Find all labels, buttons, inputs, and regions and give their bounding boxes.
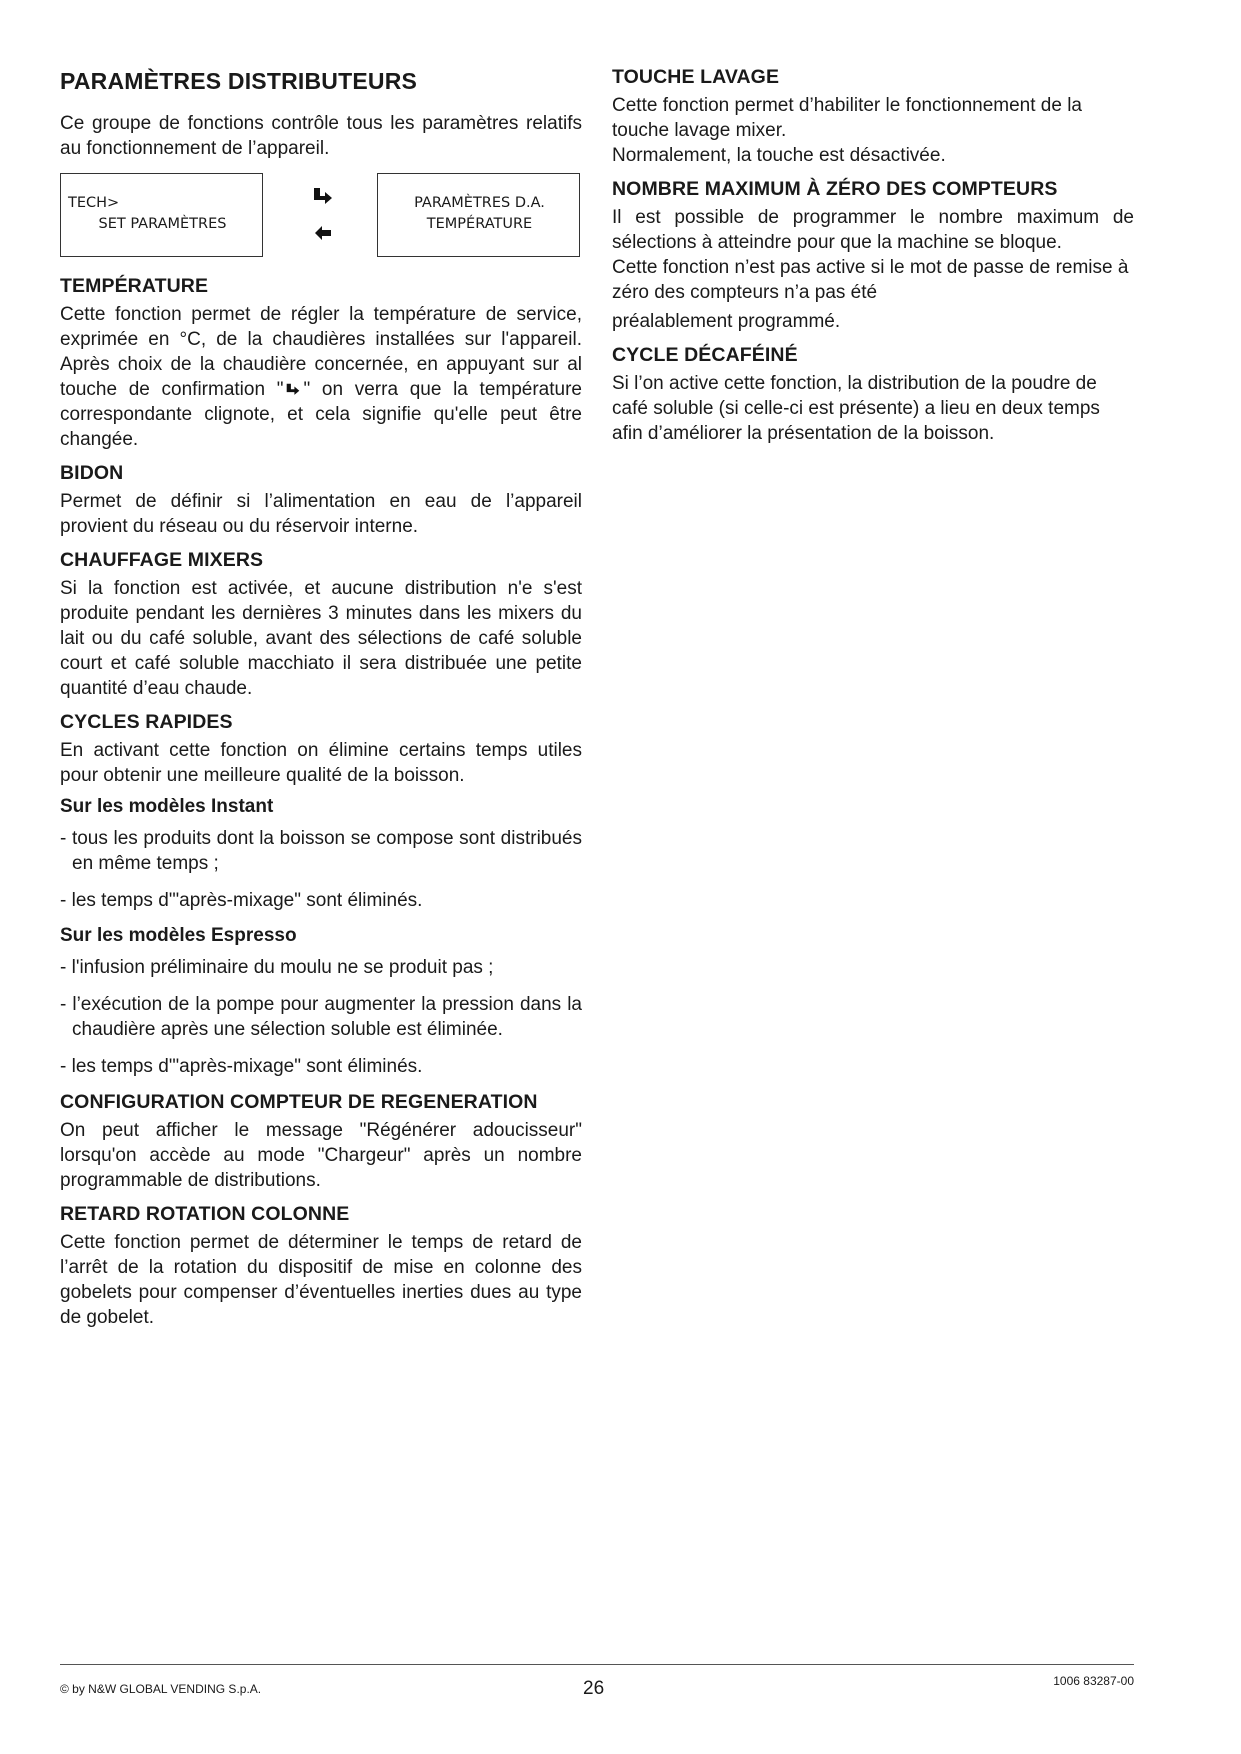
- enter-arrow-icon: [284, 383, 302, 397]
- menu-navigation-diagram: [60, 173, 582, 259]
- list-item: - les temps d'"après-mixage" sont éliminés.: [60, 1056, 423, 1077]
- list-item: - l’exécution de la pompe pour augmenter la pression dans la chaudière après une sélection soluble est éliminée.: [60, 994, 582, 1040]
- subsection-title-instant: Sur les modèles Instant: [60, 796, 274, 817]
- section-text-bidon: Permet de définir si l’alimentation en eau de l’appareil provient du réseau ou du réservoir interne.: [60, 491, 582, 537]
- list-item: - l'infusion préliminaire du moulu ne se produit pas ;: [60, 957, 494, 978]
- section-title-bidon: BIDON: [60, 462, 124, 484]
- menu-line-parametres-da: PARAMÈTRES D.A.: [414, 195, 545, 211]
- menu-line-set-parametres: SET PARAMÈTRES: [98, 216, 227, 232]
- intro-text: Ce groupe de fonctions contrôle tous les paramètres relatifs au fonctionnement de l’appareil.: [60, 113, 582, 159]
- instant-list: [60, 826, 582, 913]
- section-title-temperature: TEMPÉRATURE: [60, 275, 209, 297]
- section-text-regeneration: On peut afficher le message "Régénérer adoucisseur" lorsqu'on accède au mode "Chargeur" après un nombre programmable de distributions.: [60, 1120, 582, 1191]
- section-text-touche-lavage-1: Cette fonction permet d’habiliter le fonctionnement de la touche lavage mixer.: [612, 95, 1082, 141]
- section-title-touche-lavage: TOUCHE LAVAGE: [612, 66, 780, 88]
- section-title-cycles-rapides: CYCLES RAPIDES: [60, 711, 233, 733]
- section-title-chauffage-mixers: CHAUFFAGE MIXERS: [60, 549, 264, 571]
- list-item: - les temps d'"après-mixage" sont éliminés.: [60, 890, 423, 911]
- list-item: - tous les produits dont la boisson se compose sont distribués en même temps ;: [60, 828, 582, 874]
- subsection-title-espresso: Sur les modèles Espresso: [60, 925, 297, 946]
- espresso-list: [60, 955, 582, 1079]
- footer-divider: [60, 1664, 1134, 1665]
- footer-doc-code: 1006 83287-00: [1053, 1674, 1134, 1688]
- section-text-retard-rotation: Cette fonction permet de déterminer le temps de retard de l’arrêt de la rotation du dispositif de mise en colonne des gobelets pour compenser d’éventuelles inerties dues au type de gobelet.: [60, 1232, 582, 1328]
- section-text-nombre-maximum-2: Cette fonction n’est pas active si le mot de passe de remise à zéro des compteurs n’a pas été: [612, 257, 1129, 303]
- menu-line-tech: TECH>: [68, 195, 120, 211]
- section-text-touche-lavage-2: Normalement, la touche est désactivée.: [612, 145, 946, 166]
- section-text-cycles-rapides: En activant cette fonction on élimine certains temps utiles pour obtenir une meilleure qualité de la boisson.: [60, 740, 582, 786]
- section-title-retard-rotation: RETARD ROTATION COLONNE: [60, 1203, 350, 1225]
- section-title-regeneration: CONFIGURATION COMPTEUR DE REGENERATION: [60, 1091, 538, 1113]
- footer-copyright: © by N&W GLOBAL VENDING S.p.A.: [60, 1682, 262, 1696]
- page-title: PARAMÈTRES DISTRIBUTEURS: [60, 68, 418, 94]
- menu-line-temperature: TEMPÉRATURE: [426, 216, 533, 232]
- menu-box-parametres: [377, 173, 580, 257]
- page-number: 26: [583, 1678, 605, 1699]
- section-text-nombre-maximum-1: Il est possible de programmer le nombre maximum de sélections à atteindre pour que la machine se bloque.: [612, 207, 1134, 253]
- section-text-temperature: Cette fonction permet de régler la température de service, exprimée en °C, de la chaudières installées sur l'appareil. Après choix de la chaudière concernée, en appuyant sur al touche de confirmation " " on verra que la température correspondante clignote, et cela signifie qu'elle peut être changée.: [60, 304, 582, 450]
- enter-arrow-icon: [311, 187, 335, 207]
- section-title-nombre-maximum: NOMBRE MAXIMUM À ZÉRO DES COMPTEURS: [612, 178, 1058, 200]
- left-column: [60, 66, 582, 1330]
- section-text-nombre-maximum-3: préalablement programmé.: [612, 311, 841, 332]
- menu-box-tech: [60, 173, 263, 257]
- section-title-cycle-decafeine: CYCLE DÉCAFÉINÉ: [612, 344, 798, 366]
- section-text-cycle-decafeine: Si l’on active cette fonction, la distribution de la poudre de café soluble (si celle-ci est présente) a lieu en deux temps afin d’améliorer la présentation de la boisson.: [612, 373, 1100, 444]
- back-arrow-icon: [311, 223, 335, 243]
- section-text-chauffage-mixers: Si la fonction est activée, et aucune distribution n'e s'est produite pendant les dernières 3 minutes dans les mixers du lait ou du café soluble, avant des sélections de café soluble court et café soluble macchiato il sera distribuée une petite quantité d’eau chaude.: [60, 578, 582, 699]
- right-column: [612, 66, 1134, 446]
